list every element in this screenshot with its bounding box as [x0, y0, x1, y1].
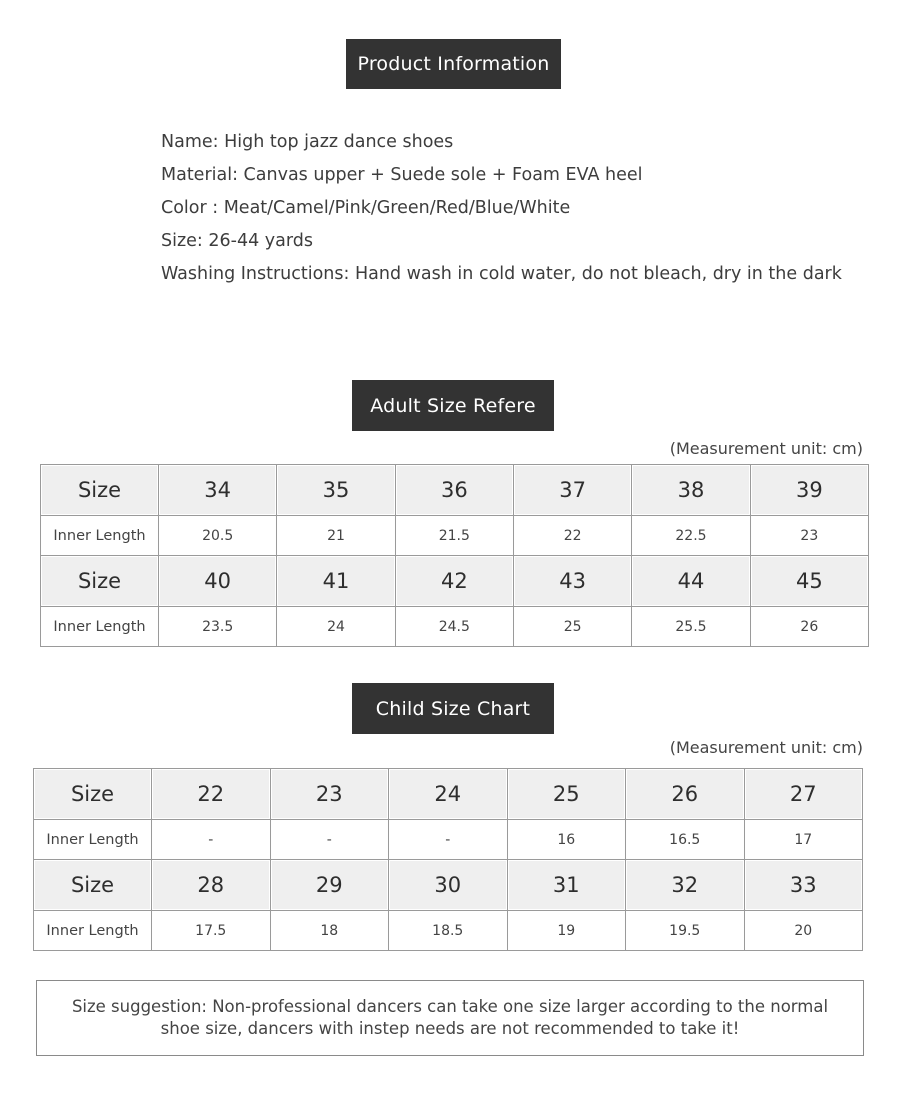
child-size-table: [33, 768, 863, 951]
size-suggestion-box: [36, 980, 864, 1056]
length-cell: 26: [750, 607, 868, 647]
child-size-title: Child Size Chart: [375, 697, 531, 720]
size-row: [34, 769, 863, 820]
size-cell: 29: [270, 860, 389, 911]
child-size-banner: [352, 683, 554, 734]
size-cell: 35: [277, 465, 395, 516]
size-cell: 30: [389, 860, 508, 911]
size-cell: 40: [159, 556, 277, 607]
length-cell: 22.5: [632, 516, 750, 556]
length-row: [34, 820, 863, 860]
length-cell: -: [270, 820, 389, 860]
length-row: [41, 516, 869, 556]
size-cell: 25: [507, 769, 626, 820]
length-label: Inner Length: [34, 911, 152, 951]
adult-unit-note: (Measurement unit: cm): [669, 439, 863, 458]
length-cell: 17: [744, 820, 863, 860]
length-cell: 22: [513, 516, 631, 556]
length-row: [41, 607, 869, 647]
size-cell: 36: [395, 465, 513, 516]
length-cell: 24: [277, 607, 395, 647]
size-suggestion-line: Size suggestion: Non-professional dancers can take one size larger according to the normal: [71, 997, 829, 1016]
size-cell: 23: [270, 769, 389, 820]
adult-size-banner: [352, 380, 554, 431]
size-cell: 39: [750, 465, 868, 516]
size-cell: 33: [744, 860, 863, 911]
length-cell: 16: [507, 820, 626, 860]
info-washing: Washing Instructions: Hand wash in cold water, do not bleach, dry in the dark: [161, 264, 842, 284]
info-size: Size: 26-44 yards: [161, 231, 313, 251]
length-label: Inner Length: [41, 607, 159, 647]
length-cell: 23.5: [159, 607, 277, 647]
length-cell: 24.5: [395, 607, 513, 647]
size-cell: 24: [389, 769, 508, 820]
length-cell: 23: [750, 516, 868, 556]
child-unit-note: (Measurement unit: cm): [669, 738, 863, 757]
product-info-title: Product Information: [357, 53, 550, 75]
info-name: Name: High top jazz dance shoes: [161, 132, 454, 152]
length-cell: 20: [744, 911, 863, 951]
size-row: [41, 556, 869, 607]
size-cell: 38: [632, 465, 750, 516]
length-cell: -: [152, 820, 271, 860]
size-cell: 44: [632, 556, 750, 607]
length-label: Inner Length: [34, 820, 152, 860]
size-cell: 41: [277, 556, 395, 607]
size-label: Size: [34, 860, 152, 911]
length-cell: 17.5: [152, 911, 271, 951]
length-cell: 19.5: [626, 911, 745, 951]
length-label: Inner Length: [41, 516, 159, 556]
length-cell: 18: [270, 911, 389, 951]
info-material: Material: Canvas upper + Suede sole + Foam EVA heel: [161, 165, 643, 185]
size-cell: 34: [159, 465, 277, 516]
size-cell: 27: [744, 769, 863, 820]
size-cell: 31: [507, 860, 626, 911]
length-cell: 25: [513, 607, 631, 647]
size-cell: 28: [152, 860, 271, 911]
size-row: [34, 860, 863, 911]
adult-size-table: [40, 464, 869, 647]
length-cell: 21: [277, 516, 395, 556]
adult-size-title: Adult Size Refere: [370, 394, 536, 417]
size-suggestion-line: shoe size, dancers with instep needs are not recommended to take it!: [160, 1019, 740, 1038]
size-label: Size: [41, 465, 159, 516]
length-cell: 19: [507, 911, 626, 951]
size-label: Size: [34, 769, 152, 820]
size-label: Size: [41, 556, 159, 607]
size-cell: 22: [152, 769, 271, 820]
size-row: [41, 465, 869, 516]
product-info-banner: [346, 39, 561, 89]
product-info-list: [161, 128, 842, 293]
size-cell: 37: [513, 465, 631, 516]
size-cell: 26: [626, 769, 745, 820]
length-cell: -: [389, 820, 508, 860]
length-cell: 18.5: [389, 911, 508, 951]
length-cell: 25.5: [632, 607, 750, 647]
size-cell: 32: [626, 860, 745, 911]
length-row: [34, 911, 863, 951]
length-cell: 21.5: [395, 516, 513, 556]
size-cell: 42: [395, 556, 513, 607]
size-cell: 43: [513, 556, 631, 607]
info-color: Color : Meat/Camel/Pink/Green/Red/Blue/White: [161, 198, 571, 218]
length-cell: 20.5: [159, 516, 277, 556]
length-cell: 16.5: [626, 820, 745, 860]
size-cell: 45: [750, 556, 868, 607]
